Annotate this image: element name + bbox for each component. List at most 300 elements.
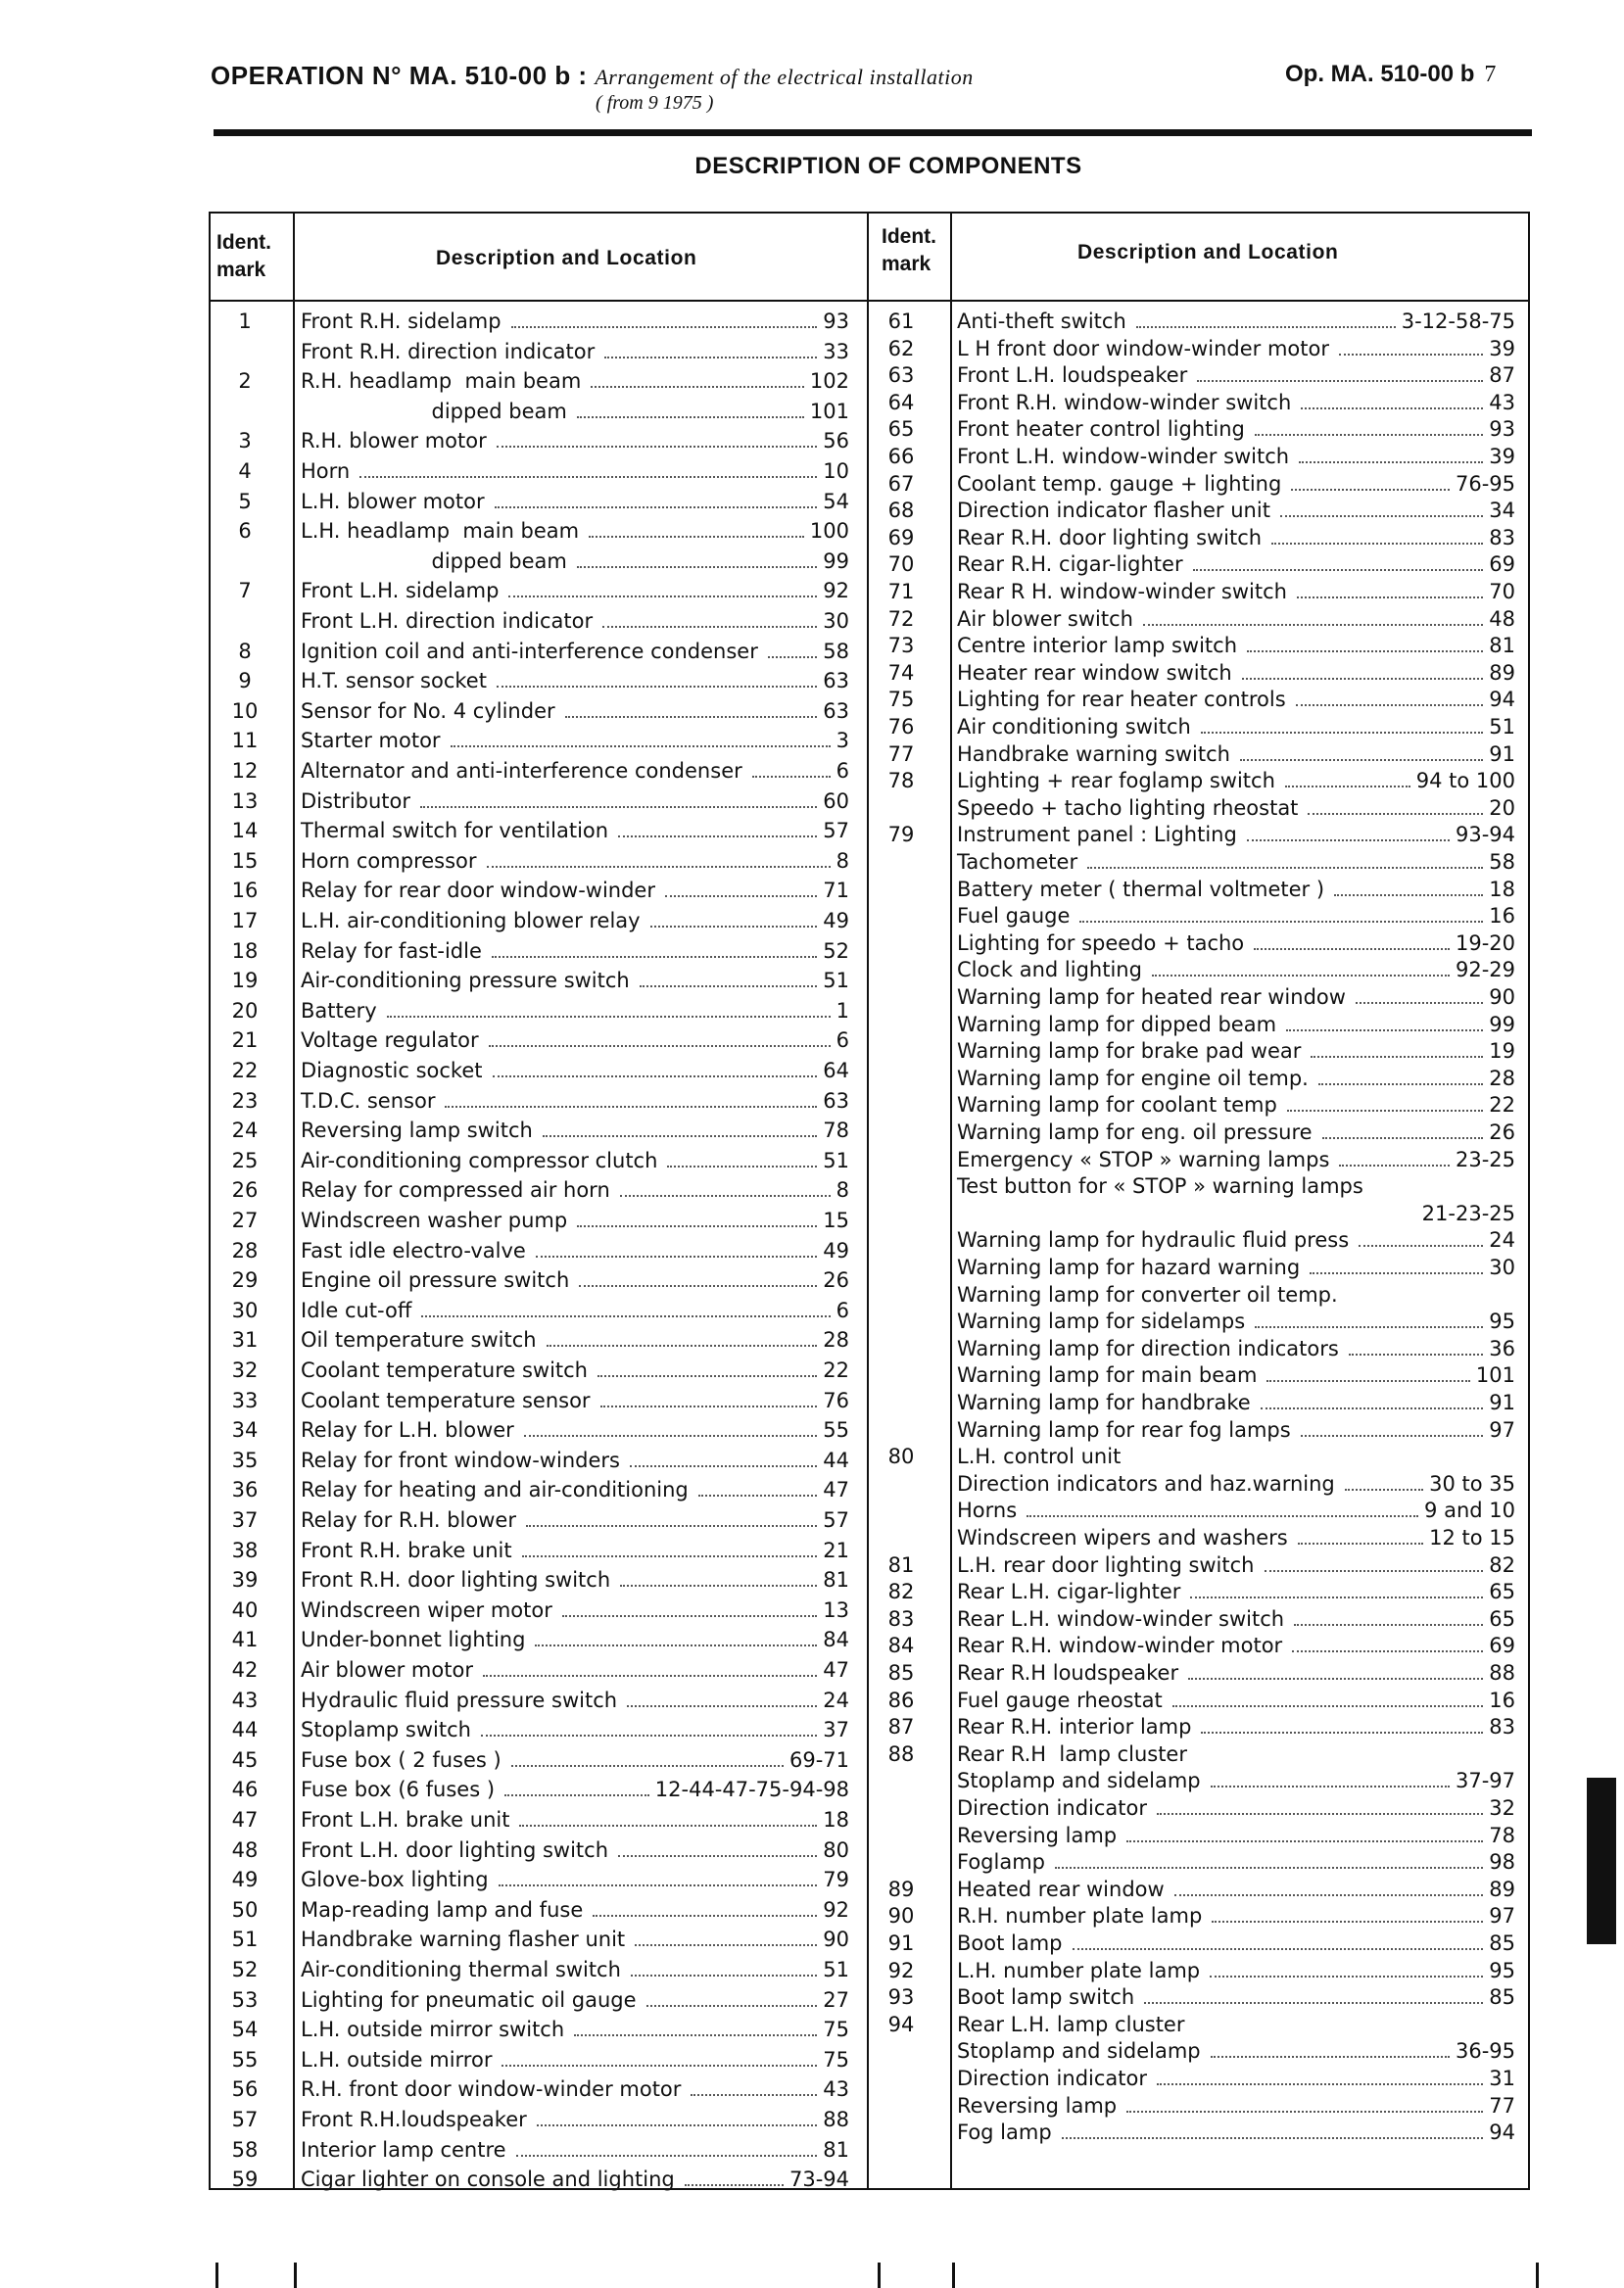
- table-row: [211, 939, 867, 969]
- dot-leader: [1291, 489, 1450, 491]
- dot-leader: [577, 416, 804, 418]
- component-description: Air blower motor: [301, 1658, 473, 1682]
- ident-mark: 11: [231, 729, 259, 753]
- description-cell: [957, 904, 1515, 929]
- dot-leader: [1242, 678, 1484, 680]
- component-description: L.H. number plate lamp: [957, 1958, 1201, 1982]
- location-reference: 88: [1489, 1661, 1515, 1685]
- ident-mark: 43: [231, 1688, 259, 1712]
- description-cell: [957, 1742, 1515, 1767]
- description-cell: [957, 1472, 1515, 1497]
- location-reference: 95: [1489, 1310, 1515, 1334]
- dot-leader: [1201, 1732, 1483, 1734]
- table-row: [211, 1689, 867, 1718]
- table-row: [211, 609, 867, 639]
- component-description: R.H. blower motor: [301, 429, 487, 453]
- dot-leader: [1240, 759, 1483, 761]
- dot-leader: [359, 476, 817, 478]
- dot-leader: [1247, 650, 1483, 652]
- dot-leader: [577, 1225, 817, 1227]
- left-ident-header: [216, 229, 271, 284]
- section-tab-marker: [1587, 1778, 1616, 1944]
- component-description: Rear R.H loudspeaker: [957, 1661, 1179, 1685]
- location-reference: 75: [823, 2018, 849, 2042]
- description-cell: [301, 2168, 849, 2192]
- description-cell: [301, 1689, 849, 1713]
- component-description: Front L.H. door lighting switch: [301, 1837, 609, 1862]
- location-reference: 26: [1489, 1120, 1515, 1144]
- description-cell: [957, 1418, 1515, 1443]
- location-reference: 94: [1489, 688, 1515, 712]
- location-reference: 63: [823, 698, 849, 723]
- component-description: dipped beam: [301, 399, 567, 423]
- location-reference: 79: [823, 1868, 849, 1892]
- ident-mark: 7: [238, 579, 252, 603]
- table-row: [211, 1328, 867, 1358]
- table-row: [211, 669, 867, 698]
- dot-leader: [493, 1075, 818, 1077]
- dot-leader: [565, 716, 818, 718]
- dot-leader: [635, 1944, 817, 1946]
- dot-leader: [591, 386, 804, 388]
- description-cell: [957, 1878, 1515, 1902]
- location-reference: 12 to 15: [1429, 1526, 1515, 1549]
- ident-mark: 15: [231, 848, 259, 873]
- components-table: [209, 212, 1530, 2190]
- ident-mark: 89: [887, 1877, 915, 1901]
- table-row: [867, 796, 1532, 826]
- description-cell: [301, 1868, 849, 1892]
- location-reference: 94: [1489, 2121, 1515, 2145]
- ident-mark: 32: [231, 1358, 259, 1382]
- table-row: [867, 1310, 1532, 1339]
- ident-mark: 44: [231, 1718, 259, 1742]
- table-row: [867, 688, 1532, 717]
- table-row: [867, 715, 1532, 744]
- ident-mark: 33: [231, 1388, 259, 1412]
- location-reference: 37: [823, 1718, 849, 1742]
- dot-leader: [497, 686, 817, 688]
- dot-leader: [535, 1644, 817, 1646]
- component-description: Horns: [957, 1499, 1018, 1523]
- location-reference: 82: [1489, 1552, 1515, 1577]
- table-row: [867, 1013, 1532, 1042]
- location-reference: 85: [1489, 1931, 1515, 1955]
- operation-title: Arrangement of the electrical installation: [595, 65, 974, 89]
- component-description: dipped beam: [301, 548, 567, 573]
- ident-mark: 2: [238, 369, 252, 394]
- table-row: [867, 1283, 1532, 1312]
- description-cell: [957, 850, 1515, 875]
- location-reference: 83: [1489, 1715, 1515, 1740]
- component-description: Warning lamp for sidelamps: [957, 1310, 1246, 1334]
- component-description: Front R.H. door lighting switch: [301, 1568, 611, 1593]
- table-row: [867, 634, 1532, 663]
- table-row: [867, 1120, 1532, 1150]
- component-description: Coolant temp. gauge + lighting: [957, 471, 1282, 496]
- dot-leader: [1190, 1597, 1483, 1598]
- ident-mark: 73: [887, 634, 915, 658]
- description-cell: [957, 823, 1515, 847]
- location-reference: 81: [1489, 634, 1515, 658]
- description-cell: [957, 417, 1515, 442]
- description-cell: [957, 580, 1515, 604]
- location-reference: 37-97: [1455, 1769, 1515, 1793]
- component-description: Hydraulic fluid pressure switch: [301, 1688, 618, 1712]
- dot-leader: [522, 1555, 818, 1557]
- component-description: Warning lamp for engine oil temp.: [957, 1066, 1309, 1090]
- table-row: [211, 340, 867, 369]
- ident-mark: 3: [238, 429, 252, 453]
- table-row: [211, 519, 867, 548]
- description-cell: [301, 369, 849, 394]
- dot-leader: [1285, 786, 1410, 787]
- dot-leader: [1157, 2083, 1483, 2085]
- description-cell: [301, 1718, 849, 1742]
- description-cell: [301, 1988, 849, 2013]
- table-row: [867, 1526, 1532, 1555]
- dot-leader: [620, 1195, 831, 1197]
- location-reference: 92-29: [1455, 958, 1515, 982]
- table-row: [867, 1445, 1532, 1474]
- description-cell: [957, 526, 1515, 550]
- page-reference: [1285, 61, 1496, 88]
- table-row: [211, 1268, 867, 1298]
- description-cell: [957, 1553, 1515, 1578]
- location-reference: 33: [823, 339, 849, 363]
- component-description: Rear R.H lamp cluster: [957, 1741, 1187, 1766]
- table-row: [867, 1769, 1532, 1798]
- component-description: L H front door window-winder motor: [957, 336, 1329, 360]
- dot-leader: [1079, 921, 1483, 923]
- table-row: [211, 1028, 867, 1058]
- table-row: [211, 1149, 867, 1178]
- dot-leader: [489, 1045, 831, 1047]
- binding-mark: [952, 2263, 955, 2288]
- location-reference: 65: [1489, 1580, 1515, 1604]
- component-description: R.H. headlamp main beam: [301, 369, 582, 394]
- operation-header: [211, 61, 974, 91]
- location-reference: 24: [823, 1688, 849, 1712]
- table-row: [211, 640, 867, 669]
- description-cell: [301, 669, 849, 693]
- dot-leader: [1255, 434, 1483, 436]
- location-reference: 18: [1489, 877, 1515, 901]
- component-description: Warning lamp for converter oil temp.: [957, 1282, 1338, 1307]
- description-cell: [957, 796, 1515, 821]
- ident-mark: 4: [238, 459, 252, 483]
- component-description: Lighting + rear foglamp switch: [957, 769, 1275, 793]
- dot-leader: [511, 326, 818, 328]
- ident-mark: 25: [231, 1148, 259, 1172]
- location-reference: 51: [823, 1958, 849, 1981]
- component-description: Sensor for No. 4 cylinder: [301, 698, 555, 723]
- dot-leader: [516, 2155, 818, 2157]
- table-row: [867, 499, 1532, 528]
- location-reference: 98: [1489, 1850, 1515, 1875]
- location-reference: 31: [1489, 2067, 1515, 2090]
- component-description: Fuse box ( 2 fuses ): [301, 1747, 502, 1772]
- table-row: [211, 1628, 867, 1657]
- ident-mark: 91: [887, 1931, 915, 1955]
- ident-header-line1: Ident.: [216, 231, 271, 254]
- component-description: Rear R.H. window-winder motor: [957, 1634, 1283, 1658]
- dot-leader: [508, 596, 817, 597]
- ident-mark: 18: [231, 938, 259, 963]
- section-title: DESCRIPTION OF COMPONENTS: [694, 153, 1082, 179]
- dot-leader: [691, 2094, 817, 2096]
- dot-leader: [593, 1915, 817, 1917]
- table-row: [211, 1089, 867, 1119]
- location-reference: 44: [823, 1448, 849, 1472]
- dot-leader: [1318, 1083, 1483, 1085]
- location-reference: 73-94: [788, 2168, 849, 2192]
- description-cell: [301, 1539, 849, 1563]
- location-reference: 30: [823, 609, 849, 633]
- component-description: Rear L.H. window-winder switch: [957, 1606, 1285, 1631]
- description-cell: [957, 878, 1515, 902]
- dot-leader: [1188, 1678, 1483, 1680]
- table-row: [211, 759, 867, 788]
- ident-mark: 81: [887, 1552, 915, 1577]
- description-cell: [957, 1039, 1515, 1064]
- table-row: [211, 1868, 867, 1897]
- ident-mark: 65: [887, 417, 915, 442]
- description-cell: [957, 688, 1515, 712]
- dot-leader: [481, 1735, 817, 1737]
- ident-mark: 85: [887, 1661, 915, 1685]
- component-description: Warning lamp for hazard warning: [957, 1256, 1301, 1279]
- binding-mark: [1536, 2263, 1539, 2288]
- location-reference: 101: [1475, 1363, 1515, 1388]
- component-description: Map-reading lamp and fuse: [301, 1897, 584, 1922]
- table-row: [211, 1958, 867, 1987]
- ident-mark: 77: [887, 741, 915, 766]
- location-reference: 75: [823, 2047, 849, 2072]
- description-cell: [301, 2138, 849, 2163]
- component-description: R.H. number plate lamp: [957, 1904, 1203, 1929]
- dot-leader: [1265, 1570, 1484, 1572]
- location-reference: 87: [1489, 363, 1515, 388]
- component-description: Rear R.H. cigar-lighter: [957, 552, 1183, 577]
- description-cell: [301, 909, 849, 933]
- table-row: [867, 1148, 1532, 1177]
- description-cell: [957, 661, 1515, 686]
- description-cell: [301, 879, 849, 903]
- dot-leader: [574, 2034, 817, 2036]
- component-description: Front R.H. sidelamp: [301, 310, 502, 333]
- dot-leader: [562, 1615, 817, 1617]
- ident-mark: 9: [238, 669, 252, 693]
- ident-mark: 46: [231, 1778, 259, 1802]
- location-reference: 97: [1489, 1904, 1515, 1929]
- ident-mark: 75: [887, 688, 915, 712]
- description-cell: [957, 1634, 1515, 1658]
- description-cell: [957, 1148, 1515, 1172]
- table-row: [867, 878, 1532, 907]
- description-cell: [957, 931, 1515, 956]
- description-cell: [957, 1337, 1515, 1361]
- description-cell: [301, 579, 849, 603]
- binding-mark: [878, 2263, 881, 2288]
- component-description: Heated rear window: [957, 1877, 1165, 1901]
- description-cell: [301, 1928, 849, 1952]
- dot-leader: [483, 1675, 817, 1677]
- component-description: Relay for front window-winders: [301, 1448, 620, 1472]
- description-cell: [301, 849, 849, 874]
- description-cell: [957, 1120, 1515, 1145]
- dot-leader: [1143, 624, 1483, 626]
- description-cell: [301, 1748, 849, 1773]
- description-cell: [301, 2108, 849, 2132]
- component-description: Warning lamp for handbrake: [957, 1391, 1251, 1414]
- ident-mark: 35: [231, 1448, 259, 1472]
- description-cell: [301, 1239, 849, 1263]
- table-row: [867, 1742, 1532, 1772]
- table-row: [867, 580, 1532, 609]
- description-cell: [957, 985, 1515, 1010]
- component-description: Relay for R.H. blower: [301, 1508, 516, 1532]
- location-reference: 94 to 100: [1415, 769, 1515, 793]
- component-description: Warning lamp for brake pad wear: [957, 1039, 1302, 1064]
- location-reference: 12-44-47-75-94-98: [654, 1778, 849, 1802]
- table-row: [211, 1778, 867, 1807]
- component-description: Front R.H.loudspeaker: [301, 2108, 527, 2131]
- description-cell: [957, 552, 1515, 577]
- component-description: Rear R.H. interior lamp: [957, 1715, 1192, 1740]
- dot-leader: [698, 1495, 818, 1497]
- component-description: Reversing lamp switch: [301, 1119, 533, 1143]
- ident-mark: 90: [887, 1904, 915, 1929]
- component-description: Front L.H. brake unit: [301, 1808, 510, 1832]
- table-row: [867, 337, 1532, 366]
- location-reference: 30: [1489, 1256, 1515, 1279]
- dot-leader: [543, 1135, 817, 1137]
- table-row: [867, 2039, 1532, 2069]
- table-row: [867, 1985, 1532, 2015]
- location-reference: 47: [823, 1658, 849, 1682]
- description-cell: [957, 1661, 1515, 1686]
- description-cell: [957, 1904, 1515, 1929]
- component-description: Front R.H. brake unit: [301, 1538, 512, 1562]
- table-row: [211, 429, 867, 458]
- description-cell: [301, 490, 849, 514]
- ident-mark: 58: [231, 2137, 259, 2162]
- table-row: [867, 1904, 1532, 1933]
- dot-leader: [1301, 1435, 1484, 1437]
- component-description: Rear L.H. cigar-lighter: [957, 1580, 1181, 1604]
- table-row: [867, 985, 1532, 1015]
- table-row: [211, 490, 867, 519]
- dot-leader: [1311, 1056, 1483, 1058]
- table-row: [211, 729, 867, 758]
- location-reference: 39: [1489, 336, 1515, 360]
- location-reference: 49: [823, 909, 849, 932]
- description-cell: [957, 1526, 1515, 1550]
- ident-mark: 78: [887, 769, 915, 793]
- component-description: Front R.H. window-winder switch: [957, 390, 1292, 414]
- component-description: Test button for « STOP » warning lamps: [957, 1174, 1363, 1199]
- dot-leader: [627, 1705, 817, 1707]
- table-row: [867, 1959, 1532, 1988]
- location-reference: 91: [1489, 1391, 1515, 1414]
- table-row: [867, 1472, 1532, 1502]
- dot-leader: [1144, 2002, 1483, 2004]
- table-row: [211, 2077, 867, 2107]
- component-description: Warning lamp for eng. oil pressure: [957, 1120, 1313, 1144]
- location-reference: 69-71: [788, 1747, 849, 1772]
- component-description: Windscreen wipers and washers: [957, 1526, 1288, 1549]
- location-reference: 76: [823, 1388, 849, 1412]
- dot-leader: [1126, 2111, 1483, 2113]
- dot-leader: [1211, 1786, 1450, 1788]
- description-cell: [957, 1445, 1515, 1469]
- ident-mark: 5: [238, 489, 252, 513]
- component-description: Direction indicators and haz.warning: [957, 1471, 1335, 1496]
- ident-mark: 29: [231, 1268, 259, 1293]
- location-reference: 84: [823, 1628, 849, 1652]
- description-cell: [957, 1689, 1515, 1713]
- dot-leader: [1280, 515, 1483, 517]
- description-cell: [301, 310, 849, 334]
- dot-leader: [620, 1585, 817, 1587]
- dot-leader: [1201, 732, 1483, 734]
- location-reference: 6: [836, 1028, 849, 1053]
- table-row: [211, 1508, 867, 1538]
- component-description: Windscreen washer pump: [301, 1209, 568, 1232]
- component-description: Clock and lighting: [957, 958, 1142, 982]
- table-row: [867, 1824, 1532, 1853]
- dot-leader: [618, 835, 817, 837]
- ident-mark: 31: [231, 1328, 259, 1353]
- component-description: Relay for L.H. blower: [301, 1418, 514, 1443]
- dot-leader: [631, 1975, 817, 1977]
- table-row: [211, 1928, 867, 1957]
- dot-leader: [640, 985, 818, 987]
- dot-leader: [1210, 1976, 1483, 1978]
- table-row: [867, 391, 1532, 420]
- description-cell: [301, 2018, 849, 2042]
- dot-leader: [600, 1406, 818, 1407]
- location-reference: 54: [823, 489, 849, 513]
- description-cell: [301, 429, 849, 453]
- location-reference: 28: [823, 1328, 849, 1353]
- ident-mark: 42: [231, 1658, 259, 1682]
- component-description: Boot lamp: [957, 1931, 1063, 1955]
- component-description: Warning lamp for heated rear window: [957, 985, 1346, 1009]
- description-cell: [301, 999, 849, 1024]
- description-cell: [301, 1328, 849, 1353]
- description-cell: [301, 609, 849, 634]
- location-reference: 18: [823, 1808, 849, 1832]
- description-cell: [301, 640, 849, 664]
- ident-mark: 70: [887, 552, 915, 577]
- location-reference: 92: [823, 579, 849, 603]
- description-cell: [957, 1607, 1515, 1632]
- location-reference: 19-20: [1455, 930, 1515, 955]
- location-reference: 27: [823, 1987, 849, 2012]
- table-row: [211, 1898, 867, 1928]
- component-description: Rear R H. window-winder switch: [957, 580, 1287, 603]
- component-description: Fog lamp: [957, 2121, 1052, 2145]
- description-cell: [301, 1418, 849, 1443]
- table-row: [867, 1878, 1532, 1907]
- description-cell: [957, 472, 1515, 497]
- dot-leader: [537, 2124, 818, 2126]
- dot-leader: [1322, 1137, 1484, 1139]
- description-cell: [301, 939, 849, 964]
- component-description: Lighting for rear heater controls: [957, 688, 1286, 712]
